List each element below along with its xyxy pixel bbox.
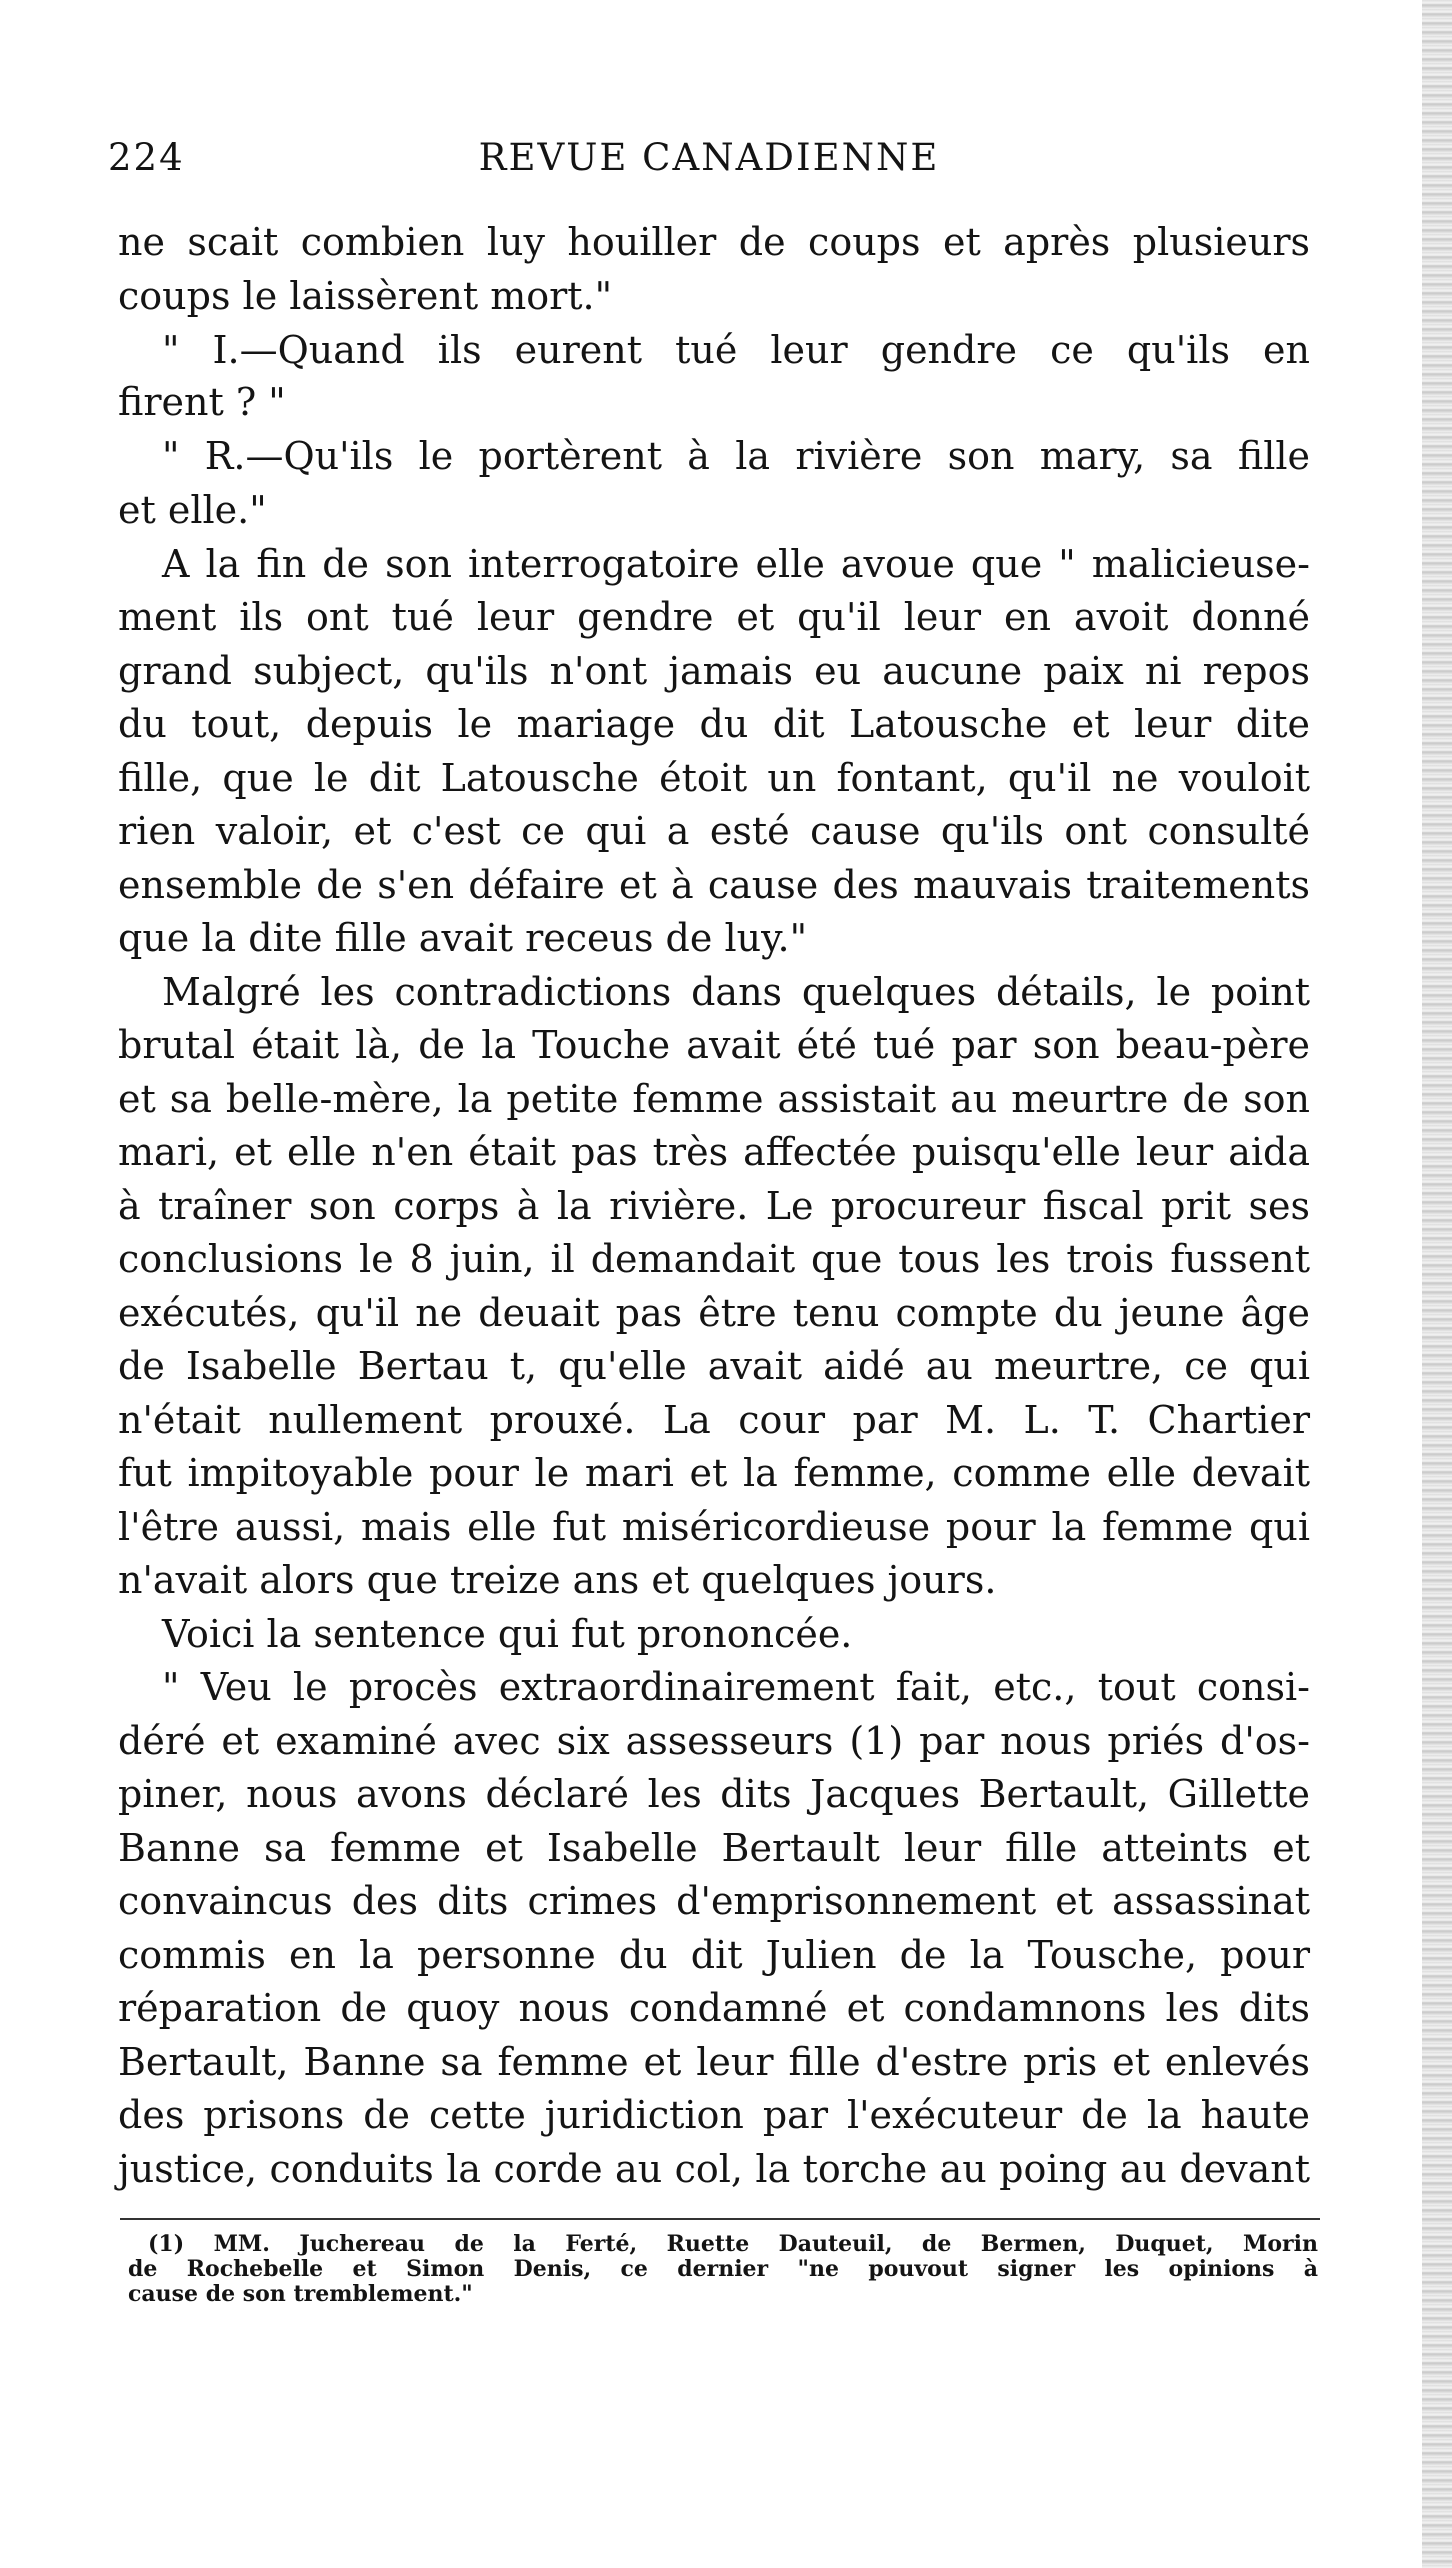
scanned-page-edge xyxy=(1422,0,1452,2568)
footnote-line: de Rochebelle et Simon Denis, ce dernier "ne pouvout signer les opinions à xyxy=(128,2256,1318,2282)
body-line: rien valoir, et c'est ce qui a esté cause qu'ils ont consulté xyxy=(118,809,1310,853)
footnote-rule xyxy=(120,2218,1320,2220)
body-line: Bertault, Banne sa femme et leur fille d'estre pris et enlevés xyxy=(118,2040,1310,2084)
body-line: Banne sa femme et Isabelle Bertault leur fille atteints et xyxy=(118,1826,1310,1870)
body-line: fille, que le dit Latousche étoit un fontant, qu'il ne vouloit xyxy=(118,756,1310,800)
body-line: l'être aussi, mais elle fut miséricordieuse pour la femme qui xyxy=(118,1505,1310,1549)
body-line: A la fin de son interrogatoire elle avoue que " malicieuse- xyxy=(162,542,1310,586)
body-line: fut impitoyable pour le mari et la femme, comme elle devait xyxy=(118,1451,1310,1495)
body-line: à traîner son corps à la rivière. Le procureur fiscal prit ses xyxy=(118,1184,1310,1228)
body-line: du tout, depuis le mariage du dit Latousche et leur dite xyxy=(118,702,1310,746)
body-line: " I.—Quand ils eurent tué leur gendre ce qu'ils en xyxy=(162,328,1310,372)
body-line: ne scait combien luy houiller de coups et après plusieurs xyxy=(118,220,1310,264)
body-line: n'avait alors que treize ans et quelques jours. xyxy=(118,1558,997,1602)
body-line: conclusions le 8 juin, il demandait que tous les trois fussent xyxy=(118,1237,1310,1281)
body-line: de Isabelle Bertau t, qu'elle avait aidé au meurtre, ce qui xyxy=(118,1344,1310,1388)
footnote-line: (1) MM. Juchereau de la Ferté, Ruette Dauteuil, de Bermen, Duquet, Morin xyxy=(148,2231,1318,2257)
body-line: réparation de quoy nous condamné et condamnons les dits xyxy=(118,1986,1310,2030)
body-line: " Veu le procès extraordinairement fait, etc., tout consi- xyxy=(162,1665,1310,1709)
body-line: exécutés, qu'il ne deuait pas être tenu compte du jeune âge xyxy=(118,1291,1310,1335)
body-line: justice, conduits la corde au col, la torche au poing au devant xyxy=(118,2147,1310,2191)
body-line: ment ils ont tué leur gendre et qu'il leur en avoit donné xyxy=(118,595,1310,639)
body-line: et sa belle-mère, la petite femme assistait au meurtre de son xyxy=(118,1077,1310,1121)
body-line: Malgré les contradictions dans quelques détails, le point xyxy=(162,970,1310,1014)
page-number: 224 xyxy=(108,136,185,179)
body-line: brutal était là, de la Touche avait été tué par son beau-père xyxy=(118,1023,1310,1067)
body-line: que la dite fille avait receus de luy." xyxy=(118,916,808,960)
body-line: coups le laissèrent mort." xyxy=(118,274,613,318)
body-line: convaincus des dits crimes d'emprisonnement et assassinat xyxy=(118,1879,1310,1923)
footnote-line: cause de son tremblement." xyxy=(128,2281,473,2307)
page-header xyxy=(108,128,1310,188)
body-line: Voici la sentence qui fut prononcée. xyxy=(162,1612,853,1656)
body-line: ensemble de s'en défaire et à cause des mauvais traitements xyxy=(118,863,1310,907)
body-line: des prisons de cette juridiction par l'exécuteur de la haute xyxy=(118,2093,1310,2137)
body-line: grand subject, qu'ils n'ont jamais eu aucune paix ni repos xyxy=(118,649,1310,693)
body-line: n'était nullement prouxé. La cour par M. L. T. Chartier xyxy=(118,1398,1310,1442)
body-line: et elle." xyxy=(118,488,267,532)
body-line: " R.—Qu'ils le portèrent à la rivière son mary, sa fille xyxy=(162,434,1310,478)
body-line: mari, et elle n'en était pas très affectée puisqu'elle leur aida xyxy=(118,1130,1310,1174)
body-line: commis en la personne du dit Julien de la Tousche, pour xyxy=(118,1933,1310,1977)
body-line: déré et examiné avec six assesseurs (1) par nous priés d'os- xyxy=(118,1719,1310,1763)
running-title: REVUE CANADIENNE xyxy=(478,136,940,179)
body-line: piner, nous avons déclaré les dits Jacques Bertault, Gillette xyxy=(118,1772,1310,1816)
body-line: firent ? " xyxy=(118,380,286,424)
